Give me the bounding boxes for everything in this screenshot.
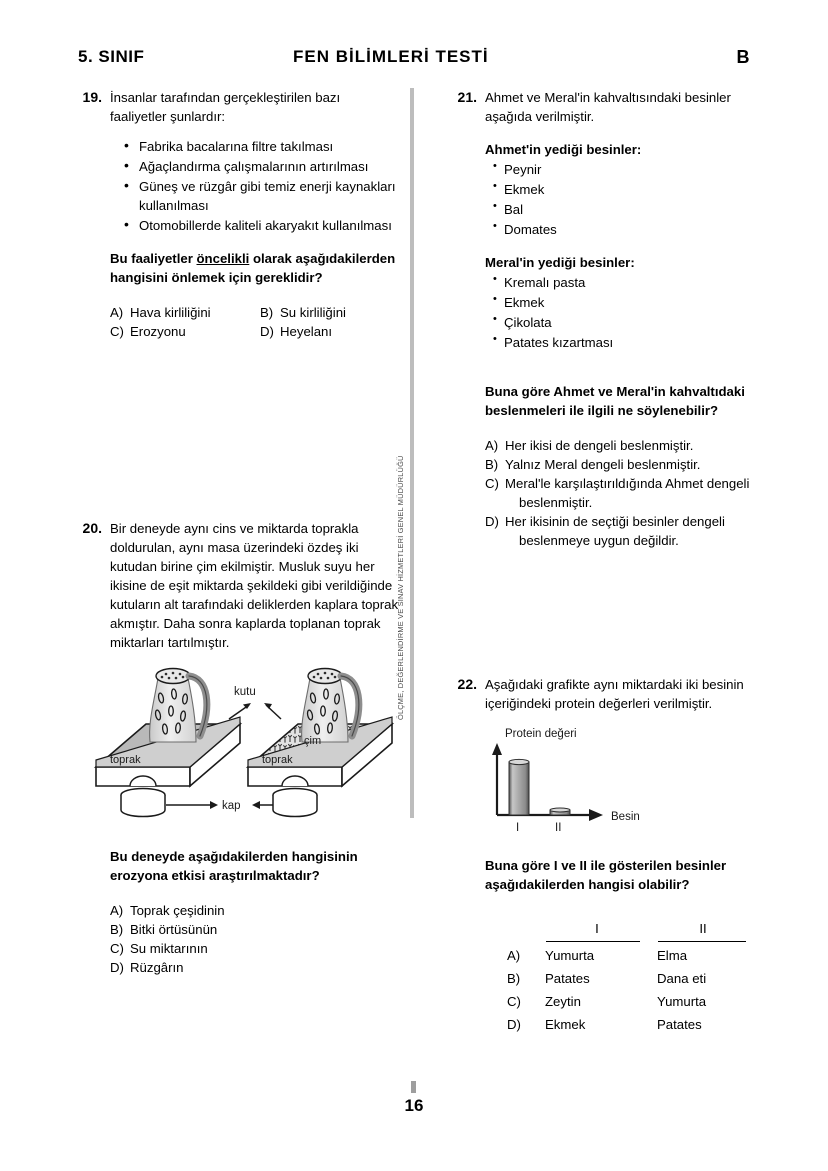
question-21-stem: Ahmet ve Meral'in kahvaltısındaki besinler aşağıda verilmiştir. xyxy=(485,90,731,124)
option-c[interactable] xyxy=(110,939,400,958)
protein-bar-chart xyxy=(475,727,775,842)
list-item: • Güneş ve rüzgâr gibi temiz enerji kaynakları kullanılması xyxy=(124,177,400,215)
row-b-label: B) xyxy=(507,971,521,986)
option-b-text: Su kirliliğini xyxy=(280,305,346,320)
option-d-label: D) xyxy=(110,960,124,975)
option-c-text: Su miktarının xyxy=(130,941,208,956)
question-20-prompt: Bu deneyde aşağıdakilerden hangisinin erozyona etkisi araştırılmaktadır? xyxy=(110,849,358,883)
option-c-label: C) xyxy=(110,941,124,956)
page-header xyxy=(78,44,750,70)
question-19 xyxy=(80,88,400,341)
question-20-stem: Bir deneyde aynı cins ve miktarda toprakla doldurulan, aynı masa üzerindeki özdeş iki kutudan birine çim ekilmiştir. Musluk suyu her ikisine de eşit miktarda şekildeki gibi verildiğinde kutuların alt tarafındaki deliklerden kaplara toprak akmıştır. Daha sonra kaplarda toplanan toprak miktarları tartılmıştır. xyxy=(110,521,399,650)
list-item: • Ekmek xyxy=(491,293,775,312)
list-item: • Otomobillerde kaliteli akaryakıt kullanılması xyxy=(124,216,400,235)
question-19-prompt xyxy=(110,249,400,287)
option-b-label: B) xyxy=(485,457,499,472)
option-d[interactable] xyxy=(485,512,775,550)
row-a-col2: Elma xyxy=(657,948,688,963)
question-19-options xyxy=(110,303,400,341)
chart-x-axis-label: Besin xyxy=(611,811,640,823)
protein-chart-svg xyxy=(475,727,775,842)
option-d-text: Rüzgârın xyxy=(130,960,184,975)
question-22-prompt: Buna göre I ve II ile gösterilen besinler aşağıdakilerden hangisi olabilir? xyxy=(485,858,727,892)
row-d-col1: Ekmek xyxy=(545,1017,586,1032)
table-header-row xyxy=(495,918,785,944)
list-item: • Domates xyxy=(491,220,775,239)
prompt-part-2: olarak aşağıdakilerden hangisini önlemek için gereklidir? xyxy=(110,251,396,285)
question-22 xyxy=(455,675,775,1036)
table-header-col2-text: II xyxy=(658,919,746,942)
question-20 xyxy=(80,519,400,977)
option-c-label: C) xyxy=(110,324,124,339)
option-a[interactable] xyxy=(110,303,260,322)
question-20-options xyxy=(110,901,400,977)
figure-label-cim: çim xyxy=(304,735,322,747)
list-item: • Bal xyxy=(491,200,775,219)
booklet-letter: B xyxy=(736,46,750,67)
option-a-label: A) xyxy=(485,438,499,453)
table-row[interactable] xyxy=(495,990,785,1013)
option-d-label: D) xyxy=(260,324,274,339)
row-d-label: D) xyxy=(507,1017,521,1032)
row-b-col1: Patates xyxy=(545,971,590,986)
option-c-line-2: beslenmiştir. xyxy=(519,495,593,510)
institution-side-text: ÖLÇME, DEĞERLENDİRME VE SINAV HİZMETLERİ GENEL MÜDÜRLÜĞÜ xyxy=(396,455,405,720)
list-item: • Kremalı pasta xyxy=(491,273,775,292)
ahmet-list-heading: Ahmet'in yediği besinler: xyxy=(485,142,642,157)
question-22-stem: Aşağıdaki grafikte aynı miktardaki iki besinin içeriğindeki protein değerleri verilmiştir. xyxy=(485,677,744,711)
figure-label-kap: kap xyxy=(222,800,241,812)
figure-label-toprak-left: toprak xyxy=(110,754,141,766)
ahmet-food-list xyxy=(485,160,775,239)
prompt-part-1: Bu faaliyetler xyxy=(110,251,197,266)
option-c-label: C) xyxy=(485,476,499,491)
footer-divider-tick xyxy=(411,1081,416,1093)
list-item: • Ekmek xyxy=(491,180,775,199)
row-d-col2: Patates xyxy=(657,1017,702,1032)
option-a[interactable] xyxy=(110,901,400,920)
right-column xyxy=(455,88,775,1042)
chart-tick-label-2: II xyxy=(555,822,562,834)
left-column xyxy=(80,88,400,983)
list-item: • Peynir xyxy=(491,160,775,179)
option-a-label: A) xyxy=(110,903,124,918)
option-d-line-2: beslenmeye uygun değildir. xyxy=(519,533,679,548)
meral-food-list xyxy=(485,273,775,352)
option-a-label: A) xyxy=(110,305,124,320)
option-a-text: Hava kirliliğini xyxy=(130,305,211,320)
question-20-figure xyxy=(88,662,408,837)
option-a-text: Her ikisi de dengeli beslenmiştir. xyxy=(505,438,694,453)
row-c-label: C) xyxy=(507,994,521,1009)
figure-label-kutu: kutu xyxy=(234,686,256,698)
row-c-col1: Zeytin xyxy=(545,994,581,1009)
option-c-text xyxy=(505,474,775,512)
question-22-answer-table xyxy=(495,918,785,1036)
question-21 xyxy=(455,88,775,550)
question-19-stem: İnsanlar tarafından gerçekleştirilen bazı faaliyetler şunlardır: xyxy=(110,90,341,124)
option-b-text: Yalnız Meral dengeli beslenmiştir. xyxy=(505,457,701,472)
option-b-label: B) xyxy=(260,305,274,320)
option-d-text xyxy=(505,512,775,550)
option-a-text: Toprak çeşidinin xyxy=(130,903,225,918)
question-20-number: 20. xyxy=(82,520,102,536)
option-b[interactable] xyxy=(485,455,775,474)
question-21-number: 21. xyxy=(457,89,477,105)
option-b[interactable] xyxy=(110,920,400,939)
question-21-prompt: Buna göre Ahmet ve Meral'in kahvaltıdaki beslenmeleri ile ilgili ne söylenebilir? xyxy=(485,384,745,418)
grade-label: 5. SINIF xyxy=(78,47,145,66)
chart-tick-label-1: I xyxy=(516,822,520,834)
option-d-label: D) xyxy=(485,514,499,529)
option-b-text: Bitki örtüsünün xyxy=(130,922,218,937)
option-d-text: Heyelanı xyxy=(280,324,333,339)
table-header-col2 xyxy=(657,918,785,944)
option-c[interactable] xyxy=(485,474,775,512)
chart-y-axis-label: Protein değeri xyxy=(505,728,577,740)
row-b-col2: Dana eti xyxy=(657,971,707,986)
question-19-bullets xyxy=(110,137,400,235)
page-number: 16 xyxy=(404,1096,424,1115)
option-a[interactable] xyxy=(485,436,775,455)
option-d[interactable] xyxy=(260,322,400,341)
list-item: • Fabrika bacalarına filtre takılması xyxy=(124,137,400,156)
option-c-line-1: Meral'le karşılaştırıldığında Ahmet dengeli xyxy=(505,476,750,491)
option-b-label: B) xyxy=(110,922,124,937)
table-row[interactable] xyxy=(495,967,785,990)
option-c[interactable] xyxy=(110,322,260,341)
table-row[interactable] xyxy=(495,944,785,967)
table-row[interactable] xyxy=(495,1013,785,1036)
list-item: • Çikolata xyxy=(491,313,775,332)
figure-label-toprak-right: toprak xyxy=(262,754,293,766)
question-22-number: 22. xyxy=(457,676,477,692)
question-19-number: 19. xyxy=(82,89,102,105)
row-c-col2: Yumurta xyxy=(657,994,707,1009)
test-title: FEN BİLİMLERİ TESTİ xyxy=(293,47,489,66)
option-c-text: Erozyonu xyxy=(130,324,186,339)
list-item: • Ağaçlandırma çalışmalarının artırılması xyxy=(124,157,400,176)
list-item: • Patates kızartması xyxy=(491,333,775,352)
option-b[interactable] xyxy=(260,303,400,322)
erosion-experiment-diagram xyxy=(88,662,408,837)
question-21-options xyxy=(485,436,775,550)
table-header-col1 xyxy=(545,918,657,944)
option-d-line-1: Her ikisinin de seçtiği besinler dengeli xyxy=(505,514,725,529)
prompt-underlined-word: öncelikli xyxy=(196,251,250,266)
row-a-col1: Yumurta xyxy=(545,948,595,963)
table-header-blank xyxy=(495,918,545,944)
table-header-col1-text: I xyxy=(546,919,640,942)
row-a-label: A) xyxy=(507,948,521,963)
meral-list-heading: Meral'in yediği besinler: xyxy=(485,255,635,270)
option-d[interactable] xyxy=(110,958,400,977)
